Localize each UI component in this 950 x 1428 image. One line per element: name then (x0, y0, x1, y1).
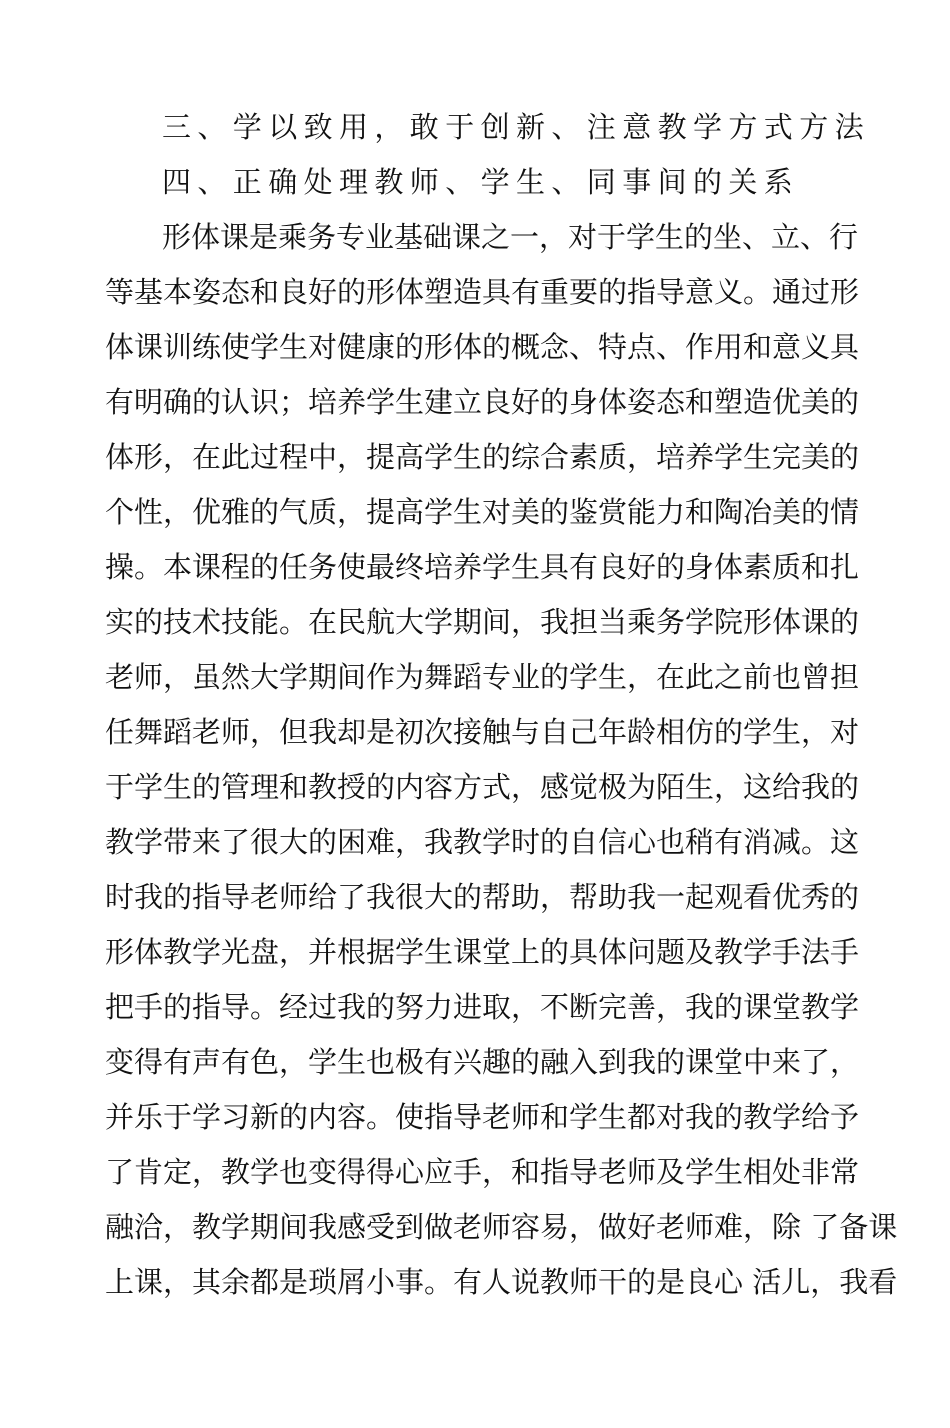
paragraph-line: 实的技术技能。在民航大学期间，我担当乘务学院形体课的 (105, 605, 860, 639)
paragraph-line: 等基本姿态和良好的形体塑造具有重要的指导意义。通过形 (105, 275, 860, 309)
paragraph-line: 时我的指导老师给了我很大的帮助，帮助我一起观看优秀的 (105, 880, 860, 914)
paragraph-line: 有明确的认识；培养学生建立良好的身体姿态和塑造优美的 (105, 385, 860, 419)
document-body (105, 102, 898, 1312)
paragraph-line: 形体教学光盘，并根据学生课堂上的具体问题及教学手法手 (105, 935, 860, 969)
paragraph-line: 体课训练使学生对健康的形体的概念、特点、作用和意义具 (105, 330, 860, 364)
paragraph-line: 融洽，教学期间我感受到做老师容易，做好老师难，除 了备课 (105, 1210, 898, 1244)
paragraph-line: 形体课是乘务专业基础课之一，对于学生的坐、立、行 (162, 220, 859, 254)
paragraph-line: 操。本课程的任务使最终培养学生具有良好的身体素质和扎 (105, 550, 860, 584)
paragraph-line: 变得有声有色，学生也极有兴趣的融入到我的课堂中来了， (105, 1045, 860, 1079)
paragraph-line: 上课，其余都是琐屑小事。有人说教师干的是良心 活儿，我看 (105, 1265, 898, 1299)
paragraph-line: 于学生的管理和教授的内容方式，感觉极为陌生，这给我的 (105, 770, 860, 804)
paragraph-line: 教学带来了很大的困难，我教学时的自信心也稍有消减。这 (105, 825, 860, 859)
section-heading-3: 三、学以致用，敢于创新、注意教学方式方法 (162, 110, 871, 144)
paragraph-line: 把手的指导。经过我的努力进取，不断完善，我的课堂教学 (105, 990, 860, 1024)
paragraph-line: 并乐于学习新的内容。使指导老师和学生都对我的教学给予 (105, 1100, 860, 1134)
paragraph-line: 了肯定，教学也变得得心应手，和指导老师及学生相处非常 (105, 1155, 860, 1189)
body-paragraph (105, 212, 898, 1312)
paragraph-line: 老师，虽然大学期间作为舞蹈专业的学生，在此之前也曾担 (105, 660, 860, 694)
paragraph-line: 个性，优雅的气质，提高学生对美的鉴赏能力和陶冶美的情 (105, 495, 860, 529)
paragraph-line: 体形，在此过程中，提高学生的综合素质，培养学生完美的 (105, 440, 860, 474)
section-heading-4: 四、正确处理教师、学生、同事间的关系 (162, 165, 800, 199)
paragraph-line: 任舞蹈老师，但我却是初次接触与自己年龄相仿的学生，对 (105, 715, 860, 749)
